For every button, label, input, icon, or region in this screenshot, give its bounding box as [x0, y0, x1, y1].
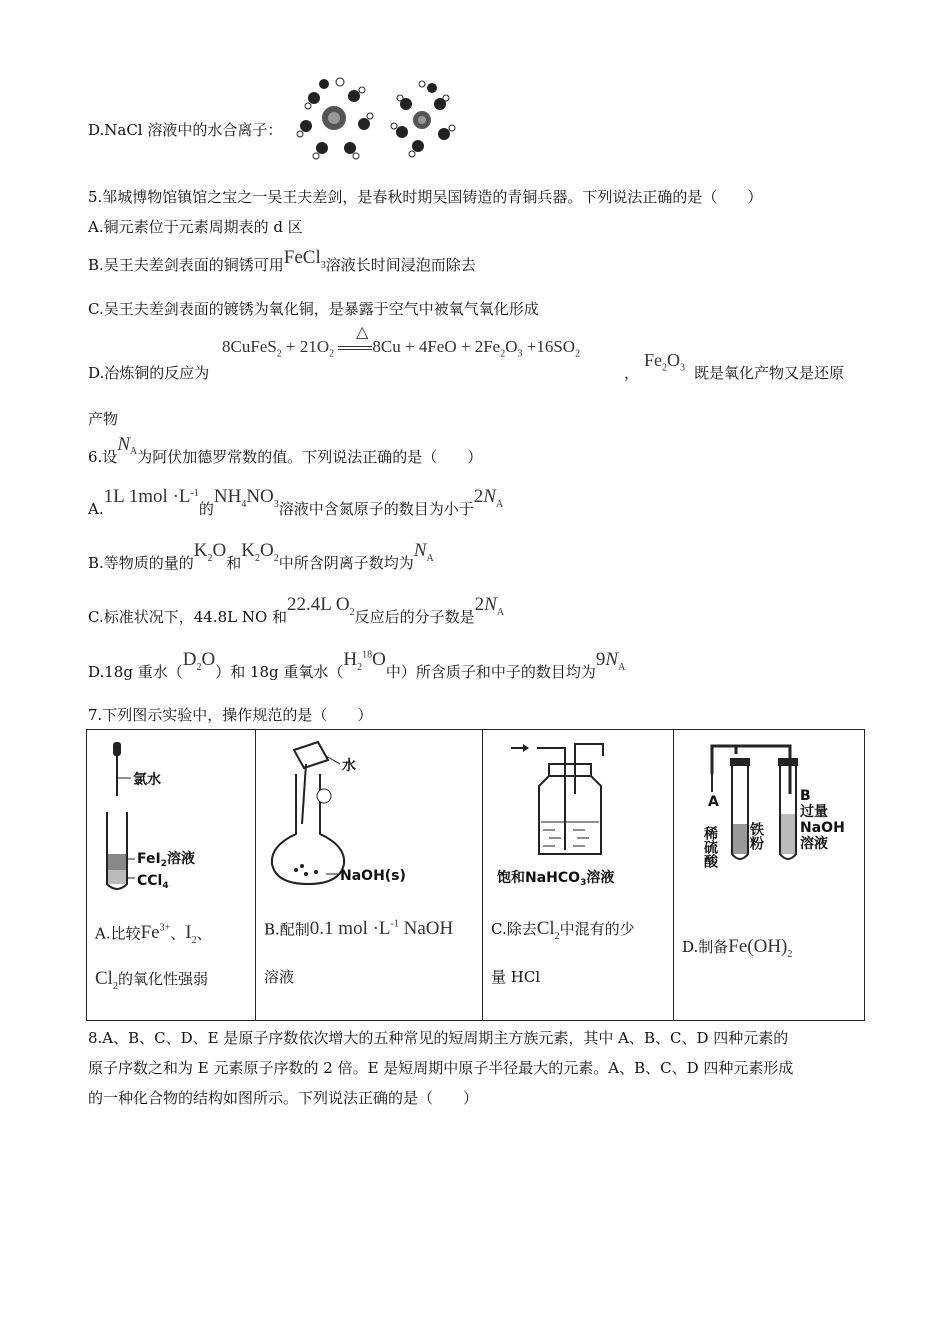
q7-option-c-cell[interactable]: [483, 730, 674, 1021]
q7-option-b-caption-2: 溶液: [264, 968, 295, 986]
q7-option-c-caption: C.除去$Cl_2$中混有的少: [491, 918, 635, 942]
q7-stem: 7.下列图示实验中，操作规范的是（ ）: [88, 706, 373, 724]
svg-text:溶液: 溶液: [800, 836, 828, 852]
svg-text:稀硫酸: 稀硫酸: [702, 826, 718, 868]
hydrated-ions-image: [294, 76, 466, 162]
q6-option-d: D.18g 重水$(D_2O)$和 18g 重氧水（$H_2^{18}O$中）所含质子和中子的数目均为$9N_A$: [88, 649, 626, 681]
gas-washing-bottle-apparatus: [489, 734, 669, 894]
ferrous-hydroxide-apparatus: [680, 734, 860, 894]
q7-options-table: [86, 729, 865, 1021]
volumetric-flask-apparatus: [266, 734, 466, 894]
q5-comma: ，: [624, 364, 640, 382]
q5-option-d-pre: D.冶炼铜的反应为: [88, 364, 210, 382]
q5-option-d-post: 既是氧化产物又是还原: [694, 364, 845, 382]
q7-option-d-cell[interactable]: [674, 730, 865, 1021]
q8-line-1: 8.A、B、C、D、E 是原子序数依次增大的五种常见的短周期主方族元素，其中 A、B、C、D 四种元素的: [88, 1029, 789, 1047]
svg-text:CCl4: CCl$_4$: [137, 873, 169, 891]
q7-option-c-caption-2: 量 HCl: [491, 968, 541, 986]
svg-text:NaOH: NaOH: [800, 820, 845, 836]
q6-option-a: A.1L $1mol \cdot L^{-1}$的$NH_4NO_3$溶液中含氮原子的数目为小于$2N_A$: [88, 486, 504, 518]
q6-option-b: B.等物质的量的$K_2O$和$K_2O_2$中所含阴离子数均为$N_A$: [88, 540, 434, 572]
q8-line-2: 原子序数之和为 E 元素原子序数的 2 倍。E 是短周期中原子半径最大的元素。A、B、C、D 四种元素形成: [88, 1059, 794, 1077]
svg-text:NaOH(s): NaOH(s): [340, 868, 406, 884]
svg-text:过量: 过量: [800, 804, 828, 820]
q6-stem: 6.设$N_A$为阿伏加德罗常数的值。下列说法正确的是（ ）: [88, 434, 483, 466]
svg-text:B: B: [800, 788, 811, 804]
chlorine-water-apparatus: [93, 734, 253, 904]
svg-text:A: A: [708, 794, 719, 810]
heat-symbol: △: [356, 324, 369, 341]
q7-option-a-caption: A.比较$Fe^{3+}$、$I_2$、: [95, 922, 212, 947]
q7-option-a-cell[interactable]: [87, 730, 256, 1021]
q5-equation: 8CuFeS$_2$ + $21O_2$ $8Cu + 4FeO + 2Fe_2O_3 +16SO_2$: [222, 337, 581, 360]
q8-line-3: 的一种化合物的结构如图所示。下列说法正确的是（ ）: [88, 1089, 479, 1107]
q5-option-c: C.吴王夫差剑表面的镀锈为氧化铜，是暴露于空气中被氧气氧化形成: [88, 300, 539, 318]
svg-text:氯水: 氯水: [133, 772, 161, 788]
q7-option-a-caption-2: $Cl_2$的氧化性强弱: [95, 968, 208, 992]
svg-text:水: 水: [342, 758, 356, 774]
svg-text:铁粉: 铁粉: [748, 822, 764, 850]
svg-text:饱和NaHCO3溶液: 饱和NaHCO$_3$溶液: [497, 870, 615, 888]
q5-option-a: A.铜元素位于元素周期表的 d 区: [88, 218, 303, 236]
q7-option-b-cell[interactable]: [256, 730, 483, 1021]
svg-text:FeI2溶液: FeI$_2$溶液: [137, 851, 195, 869]
q7-option-d-caption: D.制备$Fe(OH)_2$: [682, 936, 793, 960]
q6-option-c: C.标准状况下，44.8L NO 和22.4L $O_2$反应后的分子数是$2N_A$: [88, 594, 505, 626]
q7-option-b-caption: B.配制0.1 mol $\cdot L^{-1}$ NaOH: [264, 918, 454, 940]
q5-option-d-cont: 产物: [88, 410, 119, 428]
q4-option-d: D.NaCl 溶液中的水合离子：: [88, 121, 283, 139]
fe2o3-formula: $Fe_2O_3$: [644, 350, 685, 374]
q5-option-b: B.吴王夫差剑表面的铜锈可用FeCl$_3$溶液长时间浸泡而除去: [88, 247, 476, 274]
q5-stem: 5.邹城博物馆镇馆之宝之一吴王夫差剑，是春秋时期吴国铸造的青铜兵器。下列说法正确的是（ ）: [88, 188, 763, 206]
